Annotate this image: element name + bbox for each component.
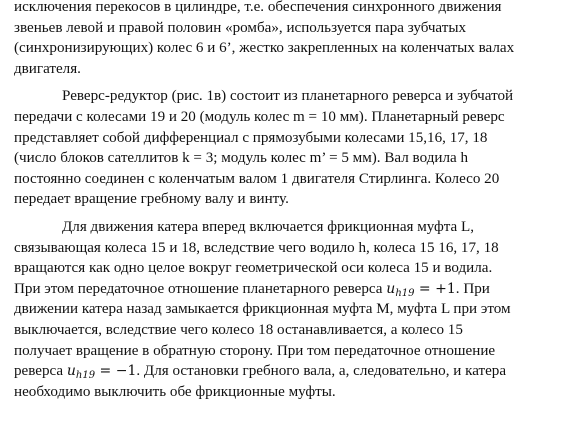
math-value: = −1 — [95, 363, 137, 380]
paragraph-boat-motion — [14, 217, 548, 402]
math-symbol: u — [386, 280, 396, 297]
text-line: Реверс-редуктор (рис. 1в) состоит из планетарного реверса и зубчатой — [62, 88, 514, 105]
text-line: вращаются как одно целое вокруг геометрической оси колеса 15 и водила. — [14, 260, 493, 277]
math-text-line — [14, 279, 548, 300]
text-line: передает вращение гребному валу и винту. — [14, 191, 289, 208]
text-line: движении катера назад замыкается фрикционная муфта M, муфта L при этом — [14, 301, 511, 318]
text-line: (число блоков сателлитов k = 3; модуль колес m’ = 5 мм). Вал водила h — [14, 150, 468, 167]
paragraph-synchronizing-gears — [14, 0, 548, 79]
text-line: представляет собой дифференциал с прямозубыми колесами 15,16, 17, 18 — [14, 129, 488, 146]
text-line: передачи с колесами 19 и 20 (модуль колес m = 10 мм). Планетарный реверс — [14, 108, 505, 125]
text-line: исключения перекосов в цилиндре, т.е. обеспечения синхронного движения — [14, 0, 502, 15]
math-subscript: h19 — [395, 287, 415, 299]
text-line: получает вращение в обратную сторону. При том передаточное отношение — [14, 342, 496, 359]
math-text-line — [14, 361, 548, 382]
text-line: выключается, вследствие чего колесо 18 останавливается, а колесо 15 — [14, 321, 463, 338]
text-line: Для движения катера вперед включается фрикционная муфта L, — [62, 218, 474, 235]
text-fragment: реверса — [14, 363, 67, 380]
text-line: звеньев левой и правой половин «ромба», используется пара зубчатых — [14, 19, 467, 36]
text-fragment: При этом передаточное отношение планетарного реверса — [14, 280, 387, 297]
text-line: постоянно соединен с коленчатым валом 1 двигателя Стирлинга. Колесо 20 — [14, 170, 500, 187]
math-subscript: h19 — [75, 370, 96, 382]
text-line: связывающая колеса 15 и 18, вследствие чего водило h, колеса 15 16, 17, 18 — [14, 239, 499, 256]
text-line: (синхронизирующих) колес 6 и 6’, жестко закрепленных на коленчатых валах — [14, 40, 515, 57]
text-line: необходимо выключить обе фрикционные муфты. — [14, 383, 336, 400]
paragraph-reverse-gearbox — [14, 86, 548, 210]
text-fragment: . Для остановки гребного вала, а, следовательно, и катера — [136, 363, 507, 380]
math-value: = +1 — [414, 280, 456, 297]
text-fragment: . При — [455, 280, 490, 297]
text-line: двигателя. — [14, 60, 81, 77]
math-symbol: u — [66, 363, 76, 380]
